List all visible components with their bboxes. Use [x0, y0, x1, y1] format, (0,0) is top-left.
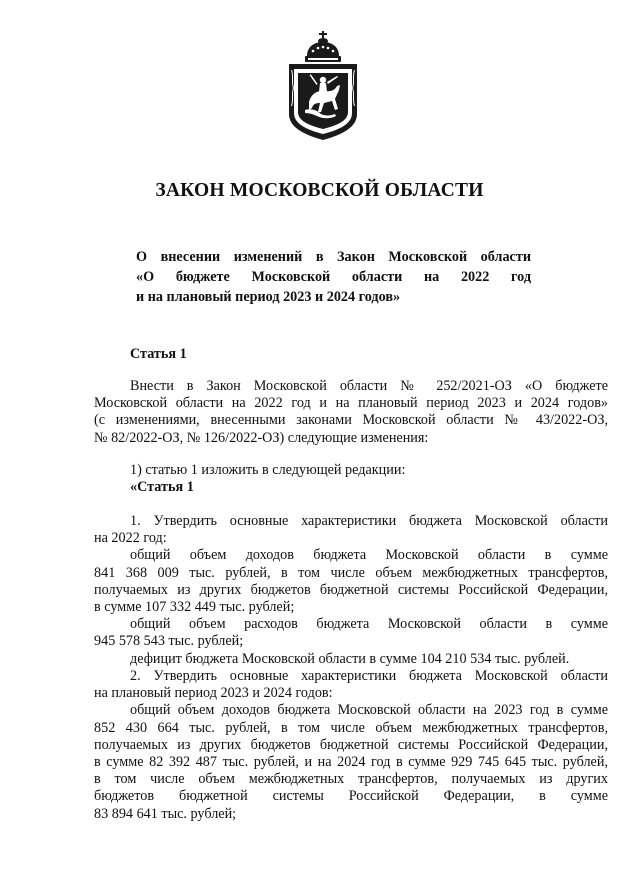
text-line: 841 368 009 тыс. рублей, в том числе объем межбюджетных трансфертов, [94, 564, 608, 581]
text-line: в том числе объем межбюджетных трансфертов, получаемых из других [94, 771, 608, 788]
text-line: 1) статью 1 изложить в следующей редакции: [130, 462, 406, 478]
quoted-article-heading: «Статья 1 [130, 479, 194, 496]
law-subtitle [136, 247, 531, 307]
text-line: 1. Утвердить основные характеристики бюджета Московской области [130, 513, 608, 529]
article-heading: Статья 1 [130, 346, 187, 362]
text-line: получаемых из других бюджетов бюджетной системы Российской Федерации, [94, 736, 608, 753]
text-line: в сумме 107 332 449 тыс. рублей; [94, 598, 295, 615]
text-line: в сумме 82 392 487 тыс. рублей, и на 2024 год в сумме 929 745 645 тыс. рублей, [94, 753, 608, 770]
moscow-oblast-coat-of-arms-icon [283, 30, 363, 142]
text-line: (с изменениями, внесенными законами Московской области № 43/2022-ОЗ, [94, 412, 608, 429]
text-line: общий объем доходов бюджета Московской области на 2023 год в сумме [130, 702, 608, 719]
subtitle-line: О внесении изменений в Закон Московской области [136, 249, 531, 265]
text-line: Московской области на 2022 год и на плановый период 2023 и 2024 годов» [94, 395, 608, 412]
point-1 [94, 513, 608, 668]
subtitle-line: «О бюджете Московской области на 2022 год [136, 269, 531, 285]
text-line: 2. Утвердить основные характеристики бюджета Московской области [130, 668, 608, 684]
item-1 [94, 462, 608, 496]
text-line: 945 578 543 тыс. рублей; [94, 633, 244, 650]
text-line: получаемых из других бюджетов бюджетной системы Российской Федерации, [94, 581, 608, 598]
text-line: 852 430 664 тыс. рублей, в том числе объем межбюджетных трансфертов, [94, 719, 608, 736]
subtitle-line: и на плановый период 2023 и 2024 годов» [136, 289, 401, 305]
text-line: общий объем расходов бюджета Московской области в сумме [130, 616, 608, 633]
text-line: на плановый период 2023 и 2024 годов: [94, 685, 333, 702]
text-line: дефицит бюджета Московской области в сумме 104 210 534 тыс. рублей. [130, 650, 570, 667]
point-2 [94, 668, 608, 823]
text-line: 83 894 641 тыс. рублей; [94, 805, 237, 822]
text-line: № 82/2022-ОЗ, № 126/2022-ОЗ) следующие изменения: [94, 429, 429, 446]
intro-paragraph [94, 378, 608, 447]
text-line: Внести в Закон Московской области № 252/2021-ОЗ «О бюджете [130, 378, 608, 394]
text-line: бюджетов бюджетной системы Российской Федерации, в сумме [94, 788, 608, 805]
text-line: общий объем доходов бюджета Московской области в сумме [130, 547, 608, 564]
document-title: ЗАКОН МОСКОВСКОЙ ОБЛАСТИ [155, 180, 484, 201]
text-line: на 2022 год: [94, 530, 167, 547]
